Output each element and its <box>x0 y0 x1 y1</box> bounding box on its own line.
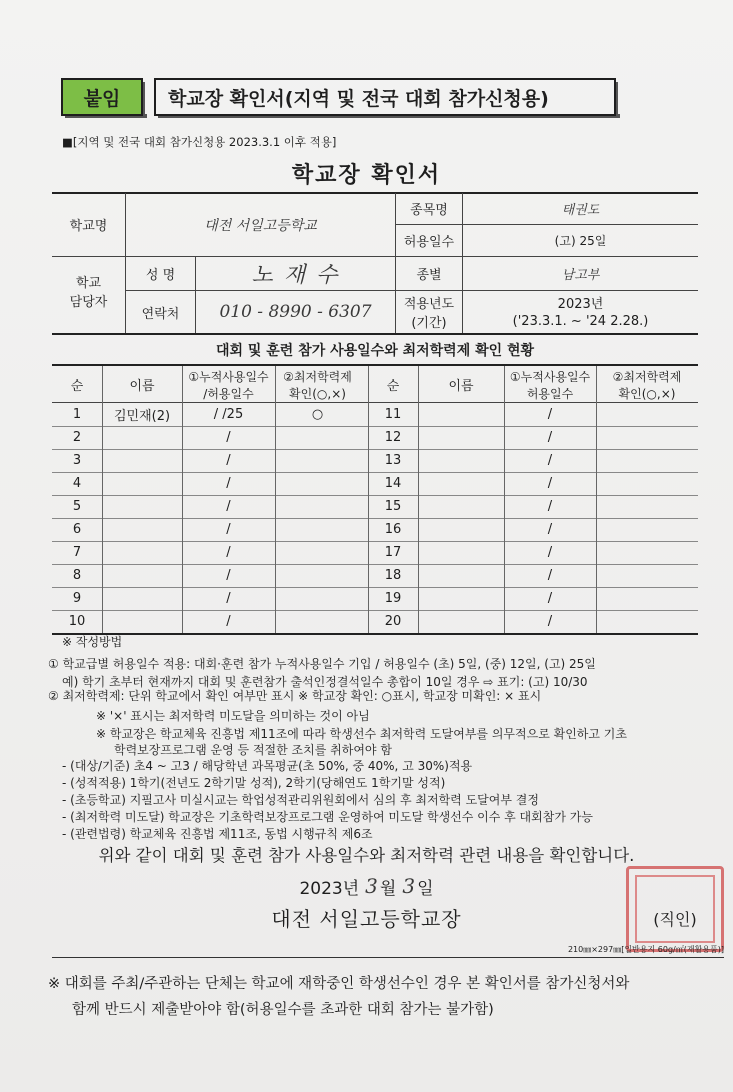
row-check <box>275 587 360 610</box>
confirmation-date <box>240 872 493 900</box>
row-name <box>102 426 182 449</box>
row-no: 4 <box>72 476 82 491</box>
row-no: 3 <box>72 453 82 468</box>
note-line: ② 최저학력제: 단위 학교에서 확인 여부만 표시 ※ 학교장 확인: ○표시, 학교장 미확인: × 표시 <box>48 689 542 703</box>
note-line: ※ 학교장은 학교체육 진흥법 제11조에 따라 학생선수 최저학력 도달여부를 의무적으로 확인하고 기초 <box>96 727 627 741</box>
col-days-right-2: 허용일수 <box>526 386 574 401</box>
table-bottom-border <box>52 633 698 635</box>
row-name <box>102 587 182 610</box>
row-name <box>102 449 182 472</box>
row-days-right: / <box>547 499 553 514</box>
row-days: / /25 <box>213 407 244 422</box>
row-no-right: 16 <box>384 522 402 537</box>
manager-label-2: 담당자 <box>69 294 108 310</box>
col-check-right-1: ②최저학력제 <box>612 369 682 384</box>
row-name <box>102 541 182 564</box>
footer-divider <box>52 957 724 958</box>
row-name <box>102 610 182 633</box>
row-days: / <box>226 568 231 583</box>
col-days-1: ①누적사용일수 <box>188 369 269 384</box>
table-vline <box>182 366 183 633</box>
row-no-right: 18 <box>384 568 402 583</box>
row-name <box>102 564 182 587</box>
row-no-right: 17 <box>384 545 402 560</box>
principal-name: 대전 서일고등학교장 <box>271 906 462 931</box>
contact-value: 010 - 8990 - 6307 <box>219 302 372 322</box>
row-name <box>102 472 182 495</box>
date-year: 2023년 <box>299 878 360 899</box>
col-check-2: 확인(○,×) <box>289 386 346 401</box>
bottom-note-2: 함께 반드시 제출받아야 함(허용일수를 초과한 대회 참가는 불가함) <box>72 1002 494 1018</box>
date-month: 3 <box>365 874 378 898</box>
col-check-1: ②최저학력제 <box>283 369 352 384</box>
table-vline <box>368 366 369 633</box>
row-days: / <box>226 614 231 629</box>
row-check <box>275 541 360 564</box>
row-check <box>275 564 360 587</box>
row-days: / <box>226 430 231 445</box>
gender-label: 종별 <box>416 268 442 283</box>
row-no-right: 11 <box>384 407 402 422</box>
row-check <box>275 449 360 472</box>
row-days-right: / <box>547 568 553 583</box>
row-days-right: / <box>547 407 553 422</box>
row-check <box>275 518 360 541</box>
event-label: 종목명 <box>410 203 448 218</box>
paper-spec: 210㎜×297㎜[일반용지 60g/㎡(재활용품)] <box>567 944 724 954</box>
doc-title: 학교장 확인서 <box>291 163 442 188</box>
table-vline <box>418 366 419 633</box>
date-day-unit: 일 <box>417 878 434 899</box>
row-no-right: 14 <box>384 476 402 491</box>
row-no: 9 <box>72 591 82 606</box>
row-days: / <box>226 545 231 560</box>
school-label: 학교명 <box>69 219 108 234</box>
row-no: 1 <box>72 407 82 422</box>
row-check: ○ <box>311 407 324 422</box>
col-name: 이름 <box>129 378 155 394</box>
row-no-right: 19 <box>384 591 402 606</box>
col-no-right: 순 <box>386 378 400 394</box>
row-days-right: / <box>547 614 553 629</box>
note-line: - (관련법령) 학교체육 진흥법 제11조, 동법 시행규칙 제6조 <box>62 827 373 841</box>
col-check-right-2: 확인(○,×) <box>618 386 676 401</box>
table-vline <box>102 366 103 633</box>
note-line: - (대상/기준) 초4 ~ 고3 / 해당학년 과목평균(초 50%, 중 40%, 고 30%)적용 <box>62 759 473 773</box>
row-no: 5 <box>72 499 82 514</box>
year-label-2: (기간) <box>411 315 447 331</box>
note-line: - (성적적용) 1학기(전년도 2학기말 성적), 2학기(당해연도 1학기말 성적) <box>62 776 446 790</box>
note-line: ① 학교급별 허용일수 적용: 대회·훈련 참가 누적사용일수 기입 / 허용일수 (초) 5일, (중) 12일, (고) 25일 <box>48 657 596 671</box>
table-vline <box>275 366 276 633</box>
year-value-1: 2023년 <box>557 296 604 312</box>
row-no: 2 <box>72 430 82 445</box>
row-no-right: 15 <box>384 499 402 514</box>
note-line: 학력보장프로그램 운영 등 적절한 조치를 취하여야 함 <box>114 743 392 757</box>
row-check <box>275 495 360 518</box>
row-check <box>275 426 360 449</box>
row-no-right: 13 <box>384 453 402 468</box>
row-days-right: / <box>547 430 553 445</box>
row-no: 8 <box>72 568 82 583</box>
school-value: 대전 서일고등학교 <box>204 217 317 234</box>
note-line: 예) 학기 초부터 현재까지 대회 및 훈련참가 출석인정결석일수 총합이 10일 경우 ⇨ 표기: (고) 10/30 <box>62 675 588 689</box>
row-no-right: 12 <box>384 430 402 445</box>
row-check <box>275 610 360 633</box>
manager-label-1: 학교 <box>75 275 102 291</box>
year-label-1: 적용년도 <box>403 296 455 312</box>
col-days-right-1: ①누적사용일수 <box>509 369 591 384</box>
name-label: 성 명 <box>145 268 176 283</box>
row-days-right: / <box>547 453 553 468</box>
days-value: (고) 25일 <box>554 234 607 248</box>
note-line: - (최저학력 미도달) 학교장은 기초학력보장프로그램 운영하여 미도달 학생선수 이수 후 대회참가 가능 <box>62 810 593 824</box>
row-no-right: 20 <box>384 614 402 629</box>
col-no: 순 <box>70 378 84 394</box>
row-days: / <box>226 499 231 514</box>
row-days-right: / <box>547 522 553 537</box>
date-month-unit: 월 <box>379 878 397 899</box>
header-title: 학교장 확인서(지역 및 전국 대회 참가신청용) <box>154 78 616 116</box>
seal-label: (직인) <box>653 909 697 929</box>
row-name: 김민재(2) <box>113 409 171 424</box>
row-days-right: / <box>547 476 553 491</box>
bottom-note-1: ※ 대회를 주최/주관하는 단체는 학교에 재학중인 학생선수인 경우 본 확인서를 참가신청서와 <box>48 976 630 992</box>
row-check <box>275 472 360 495</box>
row-days-right: / <box>547 545 553 560</box>
row-no: 10 <box>68 614 86 629</box>
row-days: / <box>226 453 231 468</box>
table-vline <box>504 366 505 633</box>
row-name <box>102 518 182 541</box>
attachment-tag: 붙임 <box>61 78 143 116</box>
days-label: 허용일수 <box>403 235 455 250</box>
col-name-right: 이름 <box>448 378 474 394</box>
confirmation-text: 위와 같이 대회 및 훈련 참가 사용일수와 최저학력 관련 내용을 확인합니다. <box>98 846 635 865</box>
name-value: 노 재 수 <box>251 263 340 288</box>
row-no: 7 <box>72 545 82 560</box>
subtitle: ■[지역 및 전국 대회 참가신청용 2023.3.1 이후 적용] <box>62 135 337 149</box>
table-vline <box>596 366 597 633</box>
note-line: ※ 작성방법 <box>62 635 123 649</box>
note-line: ※ '×' 표시는 최저학력 미도달을 의미하는 것이 아님 <box>96 709 370 723</box>
info-bottom-border <box>52 333 698 335</box>
note-line: - (초등학교) 지필고사 미실시교는 학업성적관리위원회에서 심의 후 최저학력 도달여부 결정 <box>62 793 539 807</box>
contact-label: 연락처 <box>141 306 180 322</box>
gender-value: 남고부 <box>561 268 600 283</box>
year-value-2: ('23.3.1. ~ '24 2.28.) <box>512 313 649 329</box>
event-value: 태권도 <box>561 203 600 218</box>
row-days-right: / <box>547 591 553 606</box>
row-days: / <box>226 476 231 491</box>
row-days: / <box>226 522 231 537</box>
row-name <box>102 495 182 518</box>
row-no: 6 <box>72 522 82 537</box>
date-day: 3 <box>402 874 416 898</box>
table-title: 대회 및 훈련 참가 사용일수와 최저학력제 확인 현황 <box>215 343 535 359</box>
col-days-2: /허용일수 <box>203 386 254 401</box>
row-days: / <box>226 591 231 606</box>
